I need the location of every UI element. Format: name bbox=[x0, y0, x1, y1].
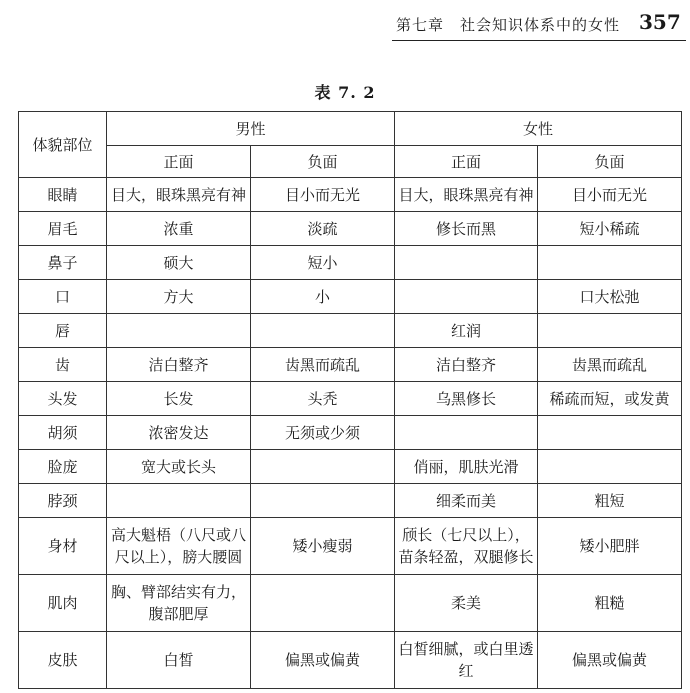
table-caption: 表 7. 2 bbox=[314, 83, 376, 102]
table-cell bbox=[395, 246, 538, 280]
table-row bbox=[19, 280, 682, 314]
group-header-male: 男性 bbox=[107, 112, 395, 146]
subheader: 负面 bbox=[251, 146, 395, 178]
table-cell: 长发 bbox=[107, 382, 251, 416]
table-cell: 洁白整齐 bbox=[395, 348, 538, 382]
table-cell: 俏丽，肌肤光滑 bbox=[395, 450, 538, 484]
table-row bbox=[19, 314, 682, 348]
table-row bbox=[19, 382, 682, 416]
table-body bbox=[19, 178, 682, 689]
table-cell: 粗短 bbox=[538, 484, 682, 518]
row-label: 脖颈 bbox=[19, 484, 107, 518]
table-cell: 目大，眼珠黑亮有神 bbox=[107, 178, 251, 212]
row-label: 眉毛 bbox=[19, 212, 107, 246]
table-cell: 粗糙 bbox=[538, 575, 682, 632]
table-cell: 红润 bbox=[395, 314, 538, 348]
table-cell bbox=[107, 314, 251, 348]
table-cell: 小 bbox=[251, 280, 395, 314]
table-cell: 细柔而美 bbox=[395, 484, 538, 518]
table-cell: 齿黑而疏乱 bbox=[538, 348, 682, 382]
table-cell: 硕大 bbox=[107, 246, 251, 280]
table-cell: 偏黑或偏黄 bbox=[538, 632, 682, 689]
table-row bbox=[19, 484, 682, 518]
page-number: 357 bbox=[639, 10, 681, 34]
corner-header: 体貌部位 bbox=[19, 112, 107, 178]
table-cell: 目小而无光 bbox=[538, 178, 682, 212]
table-cell bbox=[107, 484, 251, 518]
group-header-female: 女性 bbox=[395, 112, 682, 146]
table-cell: 齿黑而疏乱 bbox=[251, 348, 395, 382]
subheader: 正面 bbox=[107, 146, 251, 178]
row-label: 齿 bbox=[19, 348, 107, 382]
table-cell bbox=[395, 416, 538, 450]
table-cell bbox=[251, 484, 395, 518]
table-cell: 矮小瘦弱 bbox=[251, 518, 395, 575]
table-cell bbox=[538, 314, 682, 348]
table-row bbox=[19, 348, 682, 382]
row-label: 皮肤 bbox=[19, 632, 107, 689]
table-cell: 洁白整齐 bbox=[107, 348, 251, 382]
table-cell bbox=[538, 416, 682, 450]
table-cell: 矮小肥胖 bbox=[538, 518, 682, 575]
table-cell: 目大，眼珠黑亮有神 bbox=[395, 178, 538, 212]
table-cell bbox=[251, 450, 395, 484]
row-label: 口 bbox=[19, 280, 107, 314]
page-header bbox=[0, 0, 690, 42]
row-label: 身材 bbox=[19, 518, 107, 575]
subheader: 正面 bbox=[395, 146, 538, 178]
table-cell: 稀疏而短，或发黄 bbox=[538, 382, 682, 416]
row-label: 肌肉 bbox=[19, 575, 107, 632]
table-subheader-row bbox=[19, 146, 682, 178]
table-header-row bbox=[19, 112, 682, 146]
table-row bbox=[19, 212, 682, 246]
table-cell: 颀长（七尺以上），苗条轻盈，双腿修长 bbox=[395, 518, 538, 575]
table-cell: 修长而黑 bbox=[395, 212, 538, 246]
table-cell: 白皙细腻，或白里透红 bbox=[395, 632, 538, 689]
table-row bbox=[19, 518, 682, 575]
subheader: 负面 bbox=[538, 146, 682, 178]
table-cell bbox=[395, 280, 538, 314]
chapter-title: 第七章 社会知识体系中的女性 bbox=[396, 16, 621, 34]
table-row bbox=[19, 178, 682, 212]
table-cell: 头秃 bbox=[251, 382, 395, 416]
table-row bbox=[19, 632, 682, 689]
table-cell: 高大魁梧（八尺或八尺以上），膀大腰圆 bbox=[107, 518, 251, 575]
table-row bbox=[19, 416, 682, 450]
table-cell bbox=[251, 314, 395, 348]
table-cell: 淡疏 bbox=[251, 212, 395, 246]
table-cell: 短小 bbox=[251, 246, 395, 280]
table-cell: 宽大或长头 bbox=[107, 450, 251, 484]
table-cell: 口大松弛 bbox=[538, 280, 682, 314]
row-label: 脸庞 bbox=[19, 450, 107, 484]
table-row bbox=[19, 246, 682, 280]
table-cell: 目小而无光 bbox=[251, 178, 395, 212]
table-cell: 浓密发达 bbox=[107, 416, 251, 450]
row-label: 胡须 bbox=[19, 416, 107, 450]
table-cell: 浓重 bbox=[107, 212, 251, 246]
table-cell: 白皙 bbox=[107, 632, 251, 689]
row-label: 鼻子 bbox=[19, 246, 107, 280]
table-row bbox=[19, 450, 682, 484]
row-label: 眼睛 bbox=[19, 178, 107, 212]
table-cell: 无须或少须 bbox=[251, 416, 395, 450]
table-cell bbox=[538, 246, 682, 280]
table-cell: 柔美 bbox=[395, 575, 538, 632]
table-cell: 乌黑修长 bbox=[395, 382, 538, 416]
table-cell bbox=[538, 450, 682, 484]
table-cell bbox=[251, 575, 395, 632]
table-cell: 方大 bbox=[107, 280, 251, 314]
row-label: 头发 bbox=[19, 382, 107, 416]
table-cell: 短小稀疏 bbox=[538, 212, 682, 246]
table-row bbox=[19, 575, 682, 632]
header-rule bbox=[392, 40, 686, 41]
table-cell: 胸、臂部结实有力，腹部肥厚 bbox=[107, 575, 251, 632]
features-table bbox=[18, 111, 682, 689]
table-cell: 偏黑或偏黄 bbox=[251, 632, 395, 689]
row-label: 唇 bbox=[19, 314, 107, 348]
